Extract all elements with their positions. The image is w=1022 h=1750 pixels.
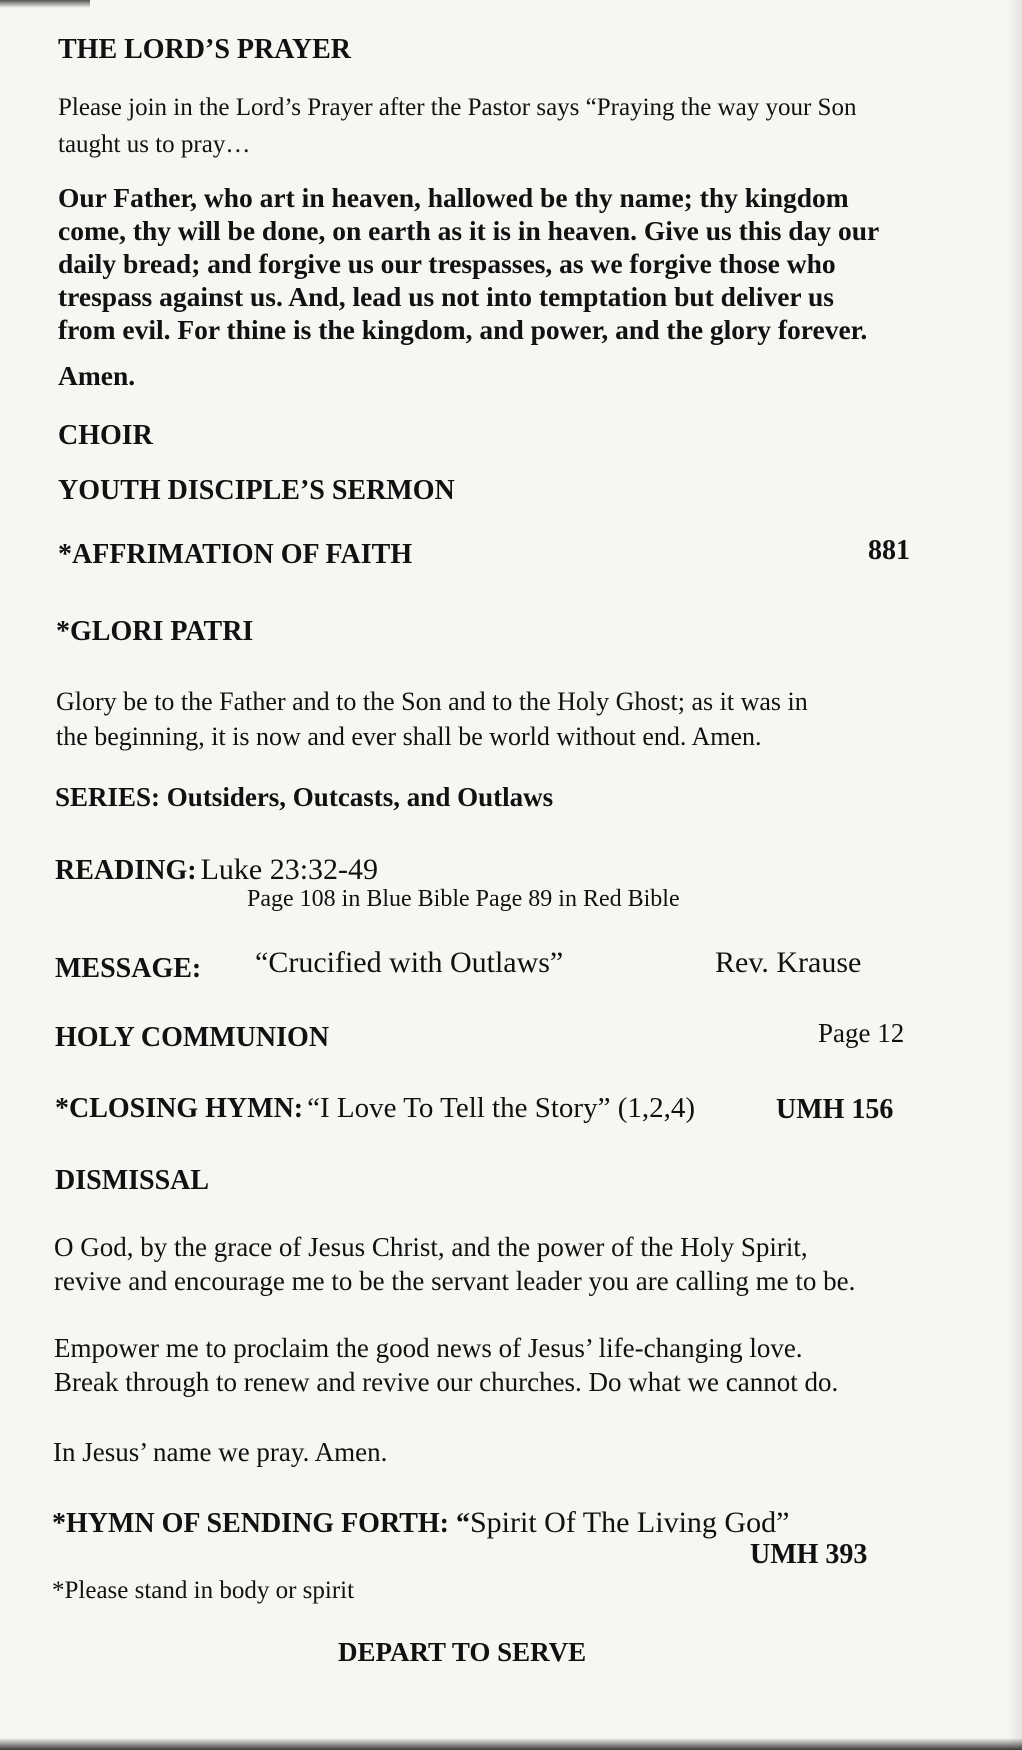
depart-heading: DEPART TO SERVE bbox=[338, 1637, 587, 1667]
dismissal-heading: DISMISSAL bbox=[55, 1165, 210, 1196]
dismissal-para2-line-1: Empower me to proclaim the good news of Jesus’ life-changing love. bbox=[54, 1333, 803, 1363]
dismissal-para1-line-1: O God, by the grace of Jesus Christ, and the power of the Holy Spirit, bbox=[54, 1232, 808, 1262]
affirmation-heading: *AFFRIMATION OF FAITH bbox=[58, 539, 413, 570]
reading-line bbox=[55, 853, 378, 887]
glori-patri-heading: *GLORI PATRI bbox=[56, 616, 254, 647]
sending-hymn-number: UMH 393 bbox=[750, 1539, 868, 1570]
lords-prayer-line-3: daily bread; and forgive us our trespasses, as we forgive those who bbox=[58, 248, 836, 279]
series-heading: SERIES: Outsiders, Outcasts, and Outlaws bbox=[55, 782, 554, 812]
choir-heading: CHOIR bbox=[58, 420, 153, 451]
sending-hymn-label: *HYMN OF SENDING FORTH: “ bbox=[52, 1508, 470, 1539]
message-label: MESSAGE: bbox=[55, 953, 202, 984]
closing-hymn-label: *CLOSING HYMN: bbox=[55, 1093, 304, 1124]
lords-prayer-intro-line-2: taught us to pray… bbox=[58, 131, 251, 158]
lords-prayer-heading: THE LORD’S PRAYER bbox=[58, 34, 352, 65]
page-edge-shadow-right bbox=[1008, 0, 1022, 1750]
sending-hymn-title: Spirit Of The Living God” bbox=[469, 1506, 790, 1539]
reading-passage: Luke 23:32-49 bbox=[200, 853, 379, 886]
dismissal-para2-line-2: Break through to renew and revive our churches. Do what we cannot do. bbox=[54, 1367, 839, 1397]
message-speaker: Rev. Krause bbox=[715, 946, 862, 979]
dismissal-para1-line-2: revive and encourage me to be the servant leader you are calling me to be. bbox=[54, 1266, 856, 1296]
dismissal-para3: In Jesus’ name we pray. Amen. bbox=[53, 1437, 388, 1467]
closing-hymn-title: “I Love To Tell the Story” (1,2,4) bbox=[307, 1092, 696, 1124]
message-title: “Crucified with Outlaws” bbox=[255, 946, 564, 979]
lords-prayer-line-4: trespass against us. And, lead us not into temptation but deliver us bbox=[58, 281, 835, 312]
affirmation-number: 881 bbox=[868, 535, 910, 566]
lords-prayer-line-5: from evil. For thine is the kingdom, and power, and the glory forever. bbox=[58, 314, 868, 345]
page-bottom-shadow bbox=[0, 1738, 1022, 1750]
closing-hymn-line bbox=[55, 1092, 695, 1125]
lords-prayer-line-1: Our Father, who art in heaven, hallowed be thy name; thy kingdom bbox=[58, 182, 849, 213]
reading-label: READING: bbox=[55, 855, 197, 886]
glori-patri-line-2: the beginning, it is now and ever shall be world without end. Amen. bbox=[56, 722, 762, 751]
glori-patri-line-1: Glory be to the Father and to the Son and to the Holy Ghost; as it was in bbox=[56, 687, 808, 716]
communion-heading: HOLY COMMUNION bbox=[55, 1022, 330, 1053]
lords-prayer-line-6: Amen. bbox=[58, 360, 136, 391]
lords-prayer-line-2: come, thy will be done, on earth as it is in heaven. Give us this day our bbox=[58, 215, 880, 246]
reading-pages: Page 108 in Blue Bible Page 89 in Red Bible bbox=[247, 886, 680, 912]
page-edge-shadow bbox=[0, 0, 90, 8]
closing-hymn-number: UMH 156 bbox=[776, 1094, 894, 1125]
sending-hymn-line bbox=[52, 1506, 789, 1540]
lords-prayer-intro-line-1: Please join in the Lord’s Prayer after the Pastor says “Praying the way your Son bbox=[58, 94, 857, 121]
stand-note: *Please stand in body or spirit bbox=[52, 1577, 355, 1604]
youth-sermon-heading: YOUTH DISCIPLE’S SERMON bbox=[58, 475, 455, 506]
communion-page: Page 12 bbox=[818, 1018, 905, 1048]
